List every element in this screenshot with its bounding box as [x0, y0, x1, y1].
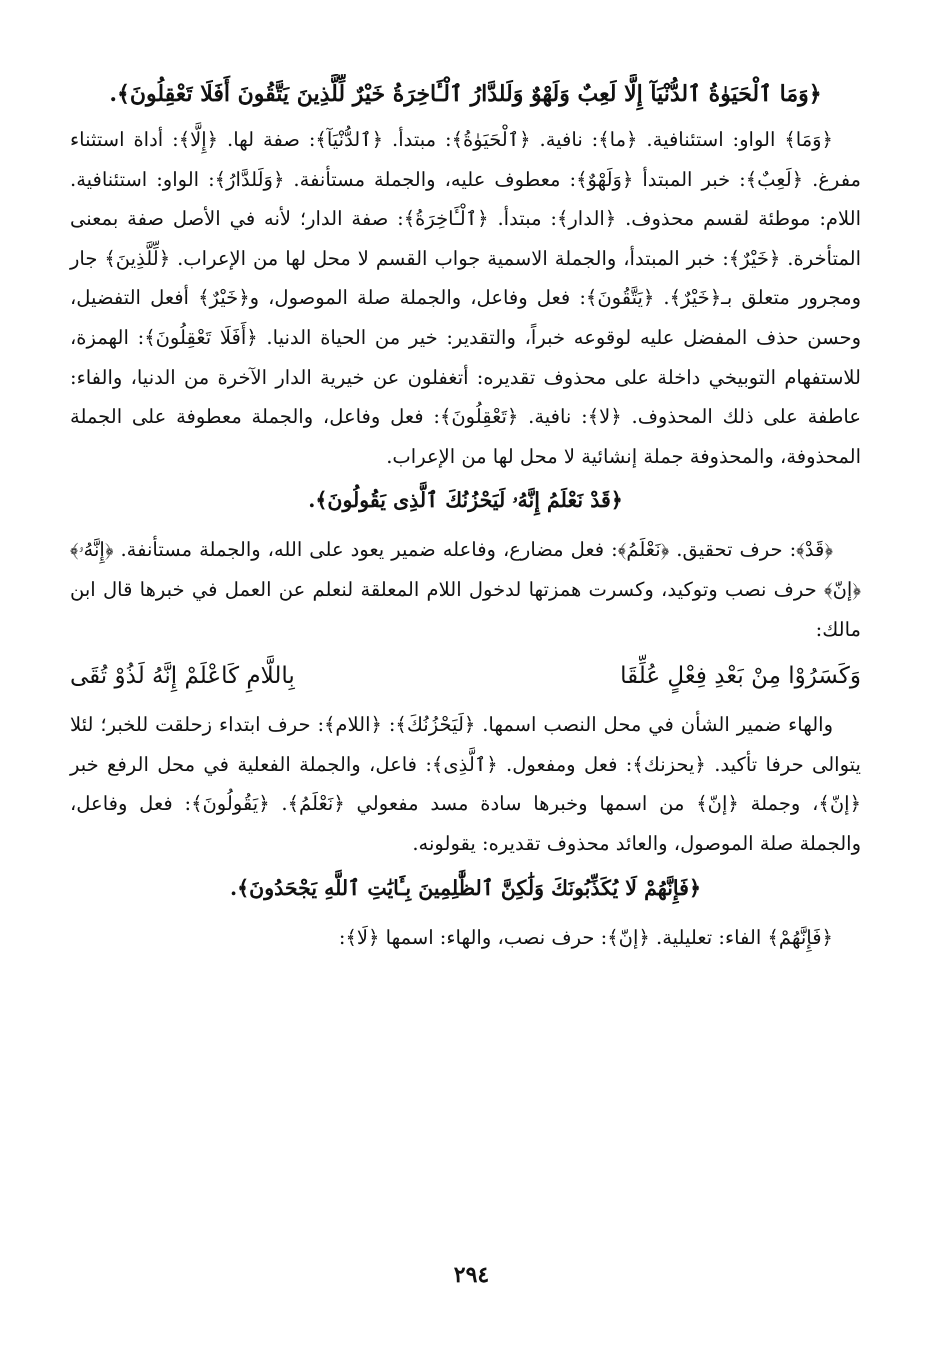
- commentary-paragraph-4: ﴿فَإِنَّهُمْ﴾ الفاء: تعليلية. ﴿إنّ﴾: حرف نصب، والهاء: اسمها ﴿لَا﴾:: [338, 925, 833, 949]
- poem-second-hemistich: بِاللَّامِ كَاعْلَمْ إِنَّهُ لَذُوْ تُقَى: [70, 663, 295, 690]
- commentary-paragraph-1: ﴿وَمَا﴾ الواو: استئنافية. ﴿ما﴾: نافية. ﴿ٱلْحَيَوٰةُ﴾: مبتدأ. ﴿ٱلدُّنْيَآ﴾: صفة لها. ﴿إِلَّا﴾: أداة استثناء مفرغ. ﴿لَعِبٌ﴾: خبر المبتدأ ﴿وَلَهْوٌ﴾: معطوف عليه، والجملة مستأنفة. ﴿وَلَلدَّارُ﴾: الواو: استئنافية. اللام: موطئة لقسم محذوف. ﴿الدار﴾: مبتدأ. ﴿ٱلْـَٔاخِرَةُ﴾: صفة الدار؛ لأنه في الأصل صفة بمعنى المتأخرة. ﴿خَيْرٌ﴾: خبر المبتدأ، والجملة الاسمية جواب القسم لا محل لها من الإعراب. ﴿لِّلَّذِينَ﴾ جار ومجرور متعلق بـ﴿خَيْرٌ﴾. ﴿يَتَّقُونَ﴾: فعل وفاعل، والجملة صلة الموصول، و﴿خَيْرٌ﴾ أفعل التفضيل، وحسن حذف المفضل عليه لوقوعه خبراً، والتقدير: خير من الحياة الدنيا. ﴿أَفَلَا تَعْقِلُونَ﴾: الهمزة، للاستفهام التوبيخي داخلة على محذوف تقديره: أتغفلون عن خيرية الدار الآخرة من الدنيا، والفاء: عاطفة على ذلك المحذوف. ﴿لا﴾: نافية. ﴿تَعْقِلُونَ﴾: فعل وفاعل، والجملة معطوفة على الجملة المحذوفة، والمحذوفة جملة إنشائية لا محل لها من الإعراب.: [70, 128, 861, 468]
- quran-verse-3: ﴿فَإِنَّهُمْ لَا يُكَذِّبُونَكَ وَلَٰكِنَّ ٱلظَّٰلِمِينَ بِـَٔايَٰتِ ٱللَّهِ يَجْحَدُونَ﴾.: [229, 875, 701, 900]
- quran-verse-2: ﴿قَدْ نَعْلَمُ إِنَّهُۥ لَيَحْزُنُكَ ٱلَّذِى يَقُولُونَ﴾.: [308, 488, 623, 513]
- quran-verse-1: ﴿وَمَا ٱلْحَيَوٰةُ ٱلدُّنْيَآ إِلَّا لَعِبٌ وَلَهْوٌ وَلَلدَّارُ ٱلْـَٔاخِرَةُ خَيْرٌ لِّلَّذِينَ يَتَّقُونَ أَفَلَا تَعْقِلُونَ﴾.: [109, 81, 822, 107]
- commentary-paragraph-2: ﴿قَدْ﴾: حرف تحقيق. ﴿نَعْلَمُ﴾: فعل مضارع، وفاعله ضمير يعود على الله، والجملة مستأنفة. ﴿إِنَّهُۥ﴾ ﴿إنّ﴾ حرف نصب وتوكيد، وكسرت همزتها لدخول اللام المعلقة لنعلم عن العمل في خبرها قال ابن مالك:: [70, 538, 861, 641]
- page-body: [70, 74, 861, 957]
- poem-first-hemistich: وَكَسَرُوْا مِنْ بَعْدِ فِعْلٍ عُلِّقَا: [620, 663, 861, 690]
- commentary-paragraph-3: والهاء ضمير الشأن في محل النصب اسمها. ﴿لَيَحْزُنُكَ﴾: ﴿اللام﴾: حرف ابتداء زحلقت للخبر؛ لئلا يتوالى حرفا تأكيد. ﴿يحزنك﴾: فعل ومفعول. ﴿ٱلَّذِى﴾: فاعل، والجملة الفعلية في محل الرفع خبر ﴿إنّ﴾، وجملة ﴿إنّ﴾ من اسمها وخبرها سادة مسد مفعولي ﴿نَعْلَمُ﴾. ﴿يَقُولُونَ﴾: فعل وفاعل، والجملة صلة الموصول، والعائد محذوف تقديره: يقولونه.: [70, 713, 861, 855]
- page-number: ٢٩٤: [453, 1262, 490, 1288]
- poetry-verse: [70, 653, 861, 699]
